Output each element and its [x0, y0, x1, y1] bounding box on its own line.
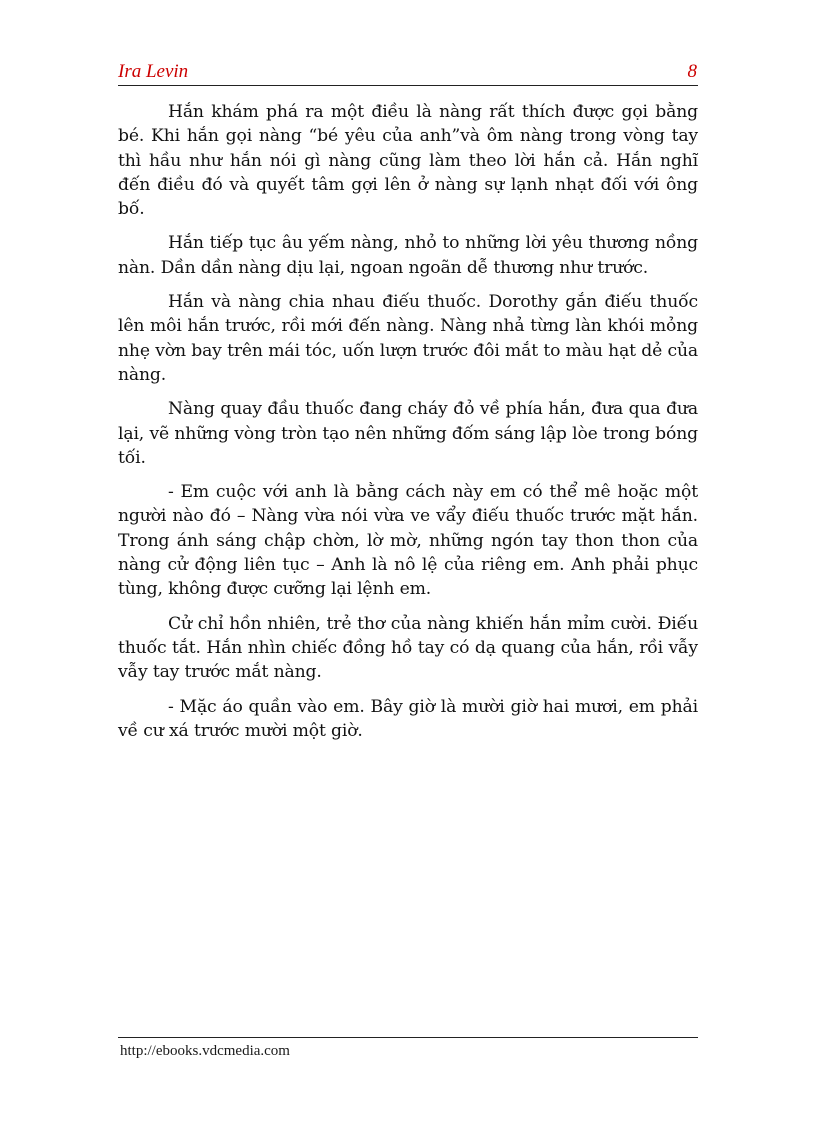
page-footer — [118, 1037, 698, 1059]
paragraph: - Mặc áo quần vào em. Bây giờ là mười giờ hai mươi, em phải về cư xá trước mười một giờ. — [118, 696, 698, 741]
paragraph: Hắn khám phá ra một điều là nàng rất thích được gọi bằng bé. Khi hắn gọi nàng “bé yêu của anh”và ôm nàng trong vòng tay thì hầu như hắn nói gì nàng cũng làm theo lời hắn cả. Hắn nghĩ đến điều đó và quyết tâm gợi lên ở nàng sự lạnh nhạt đối với ông bố. — [118, 102, 698, 220]
page-header — [118, 58, 698, 86]
paragraph: Nàng quay đầu thuốc đang cháy đỏ về phía hắn, đưa qua đưa lại, vẽ những vòng tròn tạo nên những đốm sáng lập lòe trong bóng tối. — [118, 399, 698, 468]
paragraph: Hắn tiếp tục âu yếm nàng, nhỏ to những lời yêu thương nồng nàn. Dần dần nàng dịu lại, ngoan ngoãn dễ thương như trước. — [118, 233, 698, 278]
paragraph: - Em cuộc với anh là bằng cách này em có thể mê hoặc một người nào đó – Nàng vừa nói vừa ve vẩy điếu thuốc trước mặt hắn. Trong ánh sáng chập chờn, lờ mờ, những ngón tay thon thon của nàng cử động liên tục – Anh là nô lệ của riêng em. Anh phải phục tùng, không được cưỡng lại lệnh em. — [118, 482, 698, 600]
footer-url-link[interactable]: http://ebooks.vdcmedia.com — [120, 1043, 290, 1059]
paragraph: Cử chỉ hồn nhiên, trẻ thơ của nàng khiến hắn mỉm cười. Điếu thuốc tắt. Hắn nhìn chiếc đồng hồ tay có dạ quang của hắn, rồi vẫy vẫy tay trước mắt nàng. — [118, 613, 698, 683]
header-author: Ira Levin — [118, 61, 189, 82]
body-text — [118, 100, 698, 753]
header-page-number: 8 — [687, 61, 697, 82]
paragraph: Hắn và nàng chia nhau điếu thuốc. Dorothy gắn điếu thuốc lên môi hắn trước, rồi mới đến nàng. Nàng nhả từng làn khói mỏng nhẹ vờn bay trên mái tóc, uốn lượn trước đôi mắt to màu hạt dẻ của nàng. — [118, 292, 698, 385]
